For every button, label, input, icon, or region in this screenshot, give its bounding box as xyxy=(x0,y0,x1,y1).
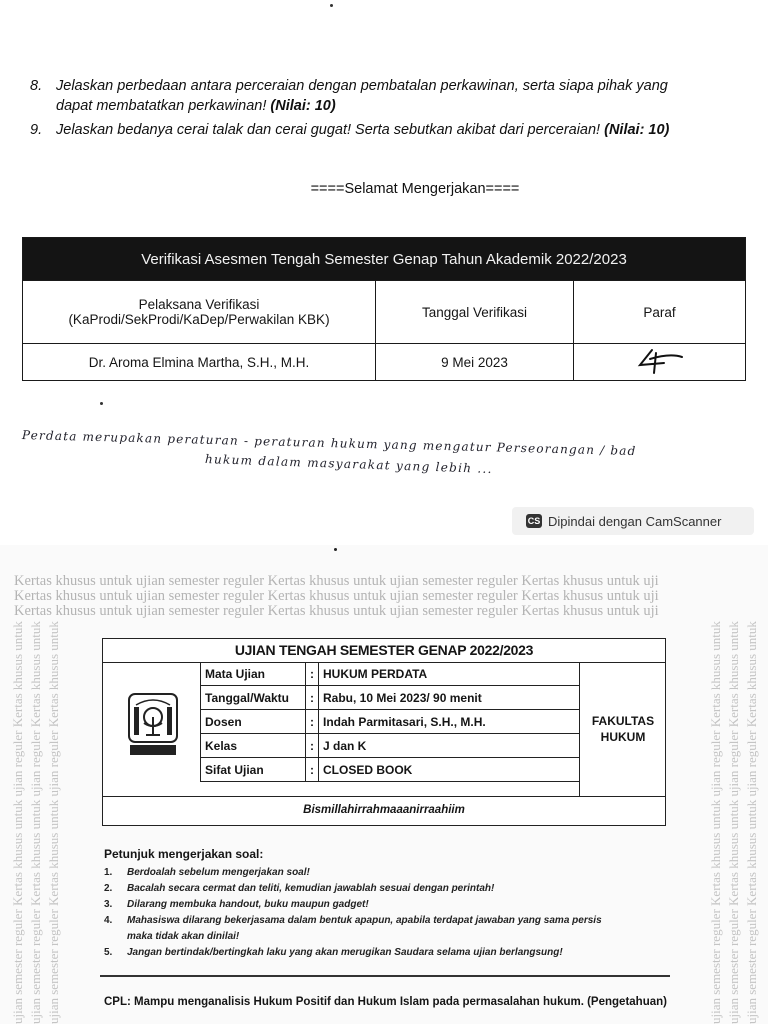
faculty-label: FAKULTAS HUKUM xyxy=(579,662,666,796)
closing-text: ====Selamat Mengerjakan==== xyxy=(310,181,520,197)
instruction-item: 3. Dilarang membuka handout, buku maupun gadget! xyxy=(104,899,369,910)
instructions-title: Petunjuk mengerjakan soal: xyxy=(104,847,264,861)
verification-header: Verifikasi Asesmen Tengah Semester Genap Tahun Akademik 2022/2023 xyxy=(23,238,746,281)
learning-outcome: CPL: Mampu menganalisis Hukum Positif dan Hukum Islam pada permasalahan hukum. (Pengetahuan) xyxy=(104,996,667,1008)
verifier-name: Dr. Aroma Elmina Martha, S.H., M.H. xyxy=(23,344,376,381)
exam-date-time: Rabu, 10 Mei 2023/ 90 menit xyxy=(318,686,482,709)
camscanner-badge xyxy=(512,507,754,535)
handwritten-answer-line-2: hukum dalam masyarakat yang lebih ... xyxy=(204,452,494,477)
instruction-item: 5. Jangan bertindak/bertingkah laku yang akan merugikan Saudara selama ujian berlangsung! xyxy=(104,947,563,958)
watermark-side: ujian semester reguler Kertas khusus untuk ujian reguler Kertas khusus untuk xyxy=(46,621,61,1024)
university-logo xyxy=(128,693,178,757)
signature-icon xyxy=(630,347,690,375)
signature-column-header: Paraf xyxy=(574,281,746,344)
camscanner-label: Dipindai dengan CamScanner xyxy=(548,513,722,529)
watermark-side: ujian semester reguler Kertas khusus untuk ujian reguler Kertas khusus untuk xyxy=(28,621,43,1024)
question-8-text: Jelaskan perbedaan antara perceraian dengan pembatalan perkawinan, serta siapa pihak yang xyxy=(56,78,668,94)
scan-speck xyxy=(100,402,103,405)
watermark-line: Kertas khusus untuk ujian semester reguler Kertas khusus untuk ujian semester reguler Kertas khusus untuk uji xyxy=(14,603,659,619)
handwritten-answer-line-1: Perdata merupakan peraturan - peraturan hukum yang mengatur Perseorangan / bad xyxy=(21,428,637,459)
exam-info-row: Tanggal/Waktu : Rabu, 10 Mei 2023/ 90 menit xyxy=(201,686,579,710)
watermark-side: ujian semester reguler Kertas khusus untuk ujian reguler Kertas khusus untuk xyxy=(726,621,741,1024)
camscanner-logo-icon: CS xyxy=(527,516,541,526)
question-9: 9. Jelaskan bedanya cerai talak dan cerai gugat! Serta sebutkan akibat dari perceraian! (Nilai: 10) xyxy=(30,122,670,138)
signature xyxy=(574,344,746,381)
course-name: HUKUM PERDATA xyxy=(318,662,427,685)
class-name: J dan K xyxy=(318,734,366,757)
watermark-side: ujian semester reguler Kertas khusus untuk ujian reguler Kertas khusus untuk xyxy=(708,621,723,1024)
instruction-item: 1. Berdoalah sebelum mengerjakan soal! xyxy=(104,867,310,878)
instruction-item: 4. Mahasiswa dilarang bekerjasama dalam bentuk apapun, apabila terdapat jawaban yang sama persis xyxy=(104,915,602,926)
exam-info-grid xyxy=(200,662,579,782)
exam-info-row: Mata Ujian : HUKUM PERDATA xyxy=(201,662,579,686)
question-8-continuation: dapat membatatkan perkawinan! xyxy=(56,98,267,114)
verifier-column-header: Pelaksana Verifikasi (KaProdi/SekProdi/KaDep/Perwakilan KBK) xyxy=(23,281,376,344)
instruction-item: 2. Bacalah secara cermat dan teliti, kemudian jawablah sesuai dengan perintah! xyxy=(104,883,495,894)
verification-date: 9 Mei 2023 xyxy=(376,344,574,381)
exam-info-row: Dosen : Indah Parmitasari, S.H., M.H. xyxy=(201,710,579,734)
verification-table xyxy=(22,237,746,381)
question-8-score: (Nilai: 10) xyxy=(270,98,336,114)
exam-info-row: Sifat Ujian : CLOSED BOOK xyxy=(201,758,579,782)
university-logo-icon xyxy=(128,693,178,757)
exam-title: UJIAN TENGAH SEMESTER GENAP 2022/2023 xyxy=(103,639,665,663)
exam-cover-page xyxy=(0,545,768,1024)
exam-header-box xyxy=(102,638,666,826)
divider xyxy=(100,975,670,977)
instructions-list xyxy=(104,865,674,961)
exam-info-row: Kelas : J dan K xyxy=(201,734,579,758)
scan-speck xyxy=(334,548,337,551)
watermark-line: Kertas khusus untuk ujian semester reguler Kertas khusus untuk ujian semester reguler Kertas khusus untuk uji xyxy=(14,588,659,604)
scan-speck xyxy=(330,4,333,7)
question-9-score: (Nilai: 10) xyxy=(604,122,670,138)
watermark-side: ujian semester reguler Kertas khusus untuk ujian reguler Kertas khusus untuk xyxy=(10,621,25,1024)
date-column-header: Tanggal Verifikasi xyxy=(376,281,574,344)
bismillah-text: Bismillahirrahmaaanirraahiim xyxy=(103,796,665,824)
watermark-line: Kertas khusus untuk ujian semester reguler Kertas khusus untuk ujian semester reguler Kertas khusus untuk uji xyxy=(14,573,659,589)
question-9-text: Jelaskan bedanya cerai talak dan cerai gugat! Serta sebutkan akibat dari perceraian! xyxy=(56,122,601,138)
question-8: 8. Jelaskan perbedaan antara perceraian dengan pembatalan perkawinan, serta siapa pihak yang dapat membatatkan perkawinan! (Nilai: 10) xyxy=(30,78,668,114)
watermark-side: ujian semester reguler Kertas khusus untuk ujian reguler Kertas khusus untuk xyxy=(744,621,759,1024)
exam-type: CLOSED BOOK xyxy=(318,758,412,781)
instruction-item-continuation: maka tidak akan dinilai! xyxy=(127,931,240,942)
lecturer-name: Indah Parmitasari, S.H., M.H. xyxy=(318,710,486,733)
